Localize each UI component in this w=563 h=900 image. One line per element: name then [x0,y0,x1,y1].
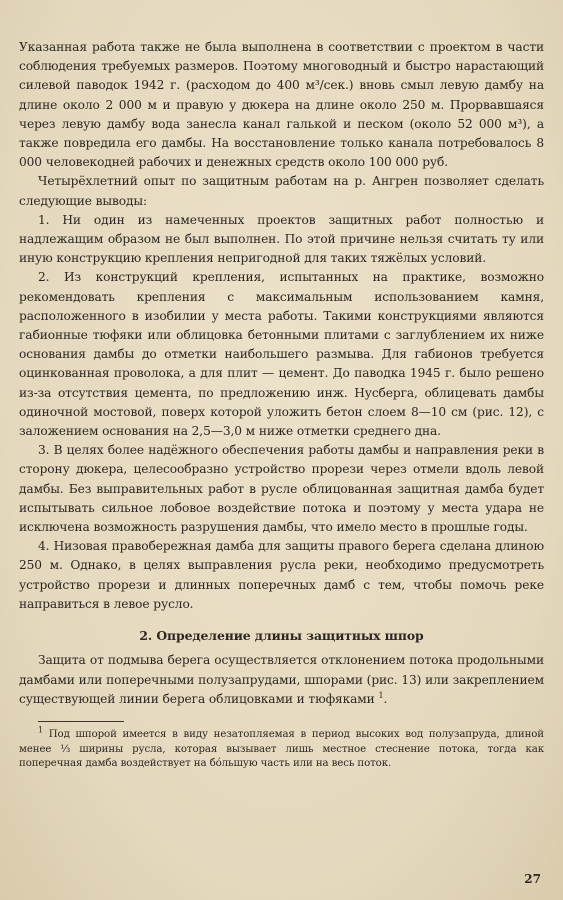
paragraph-continued: Указанная работа также не была выполнена в соответствии с проектом в части соблюдения требуемых размеров. Поэтому многоводный и быстро нарастающий силевой паводок 1942 г. (расходом до 400 м³/сек.) вновь смыл левую дамбу на длине около 2 000 м и правую у дюкера на длине около 250 м. Прорвавшаяся через левую дамбу вода занесла канал галькой и песком (около 52 000 м³), а также повредила его дамбы. На восстановление только канала потребовалось 8 000 человекодней рабочих и денежных средств около 100 000 руб. [19,40,544,170]
section-paragraph-text: Защита от подмыва берега осуществляется отклонением потока продольными дамбами или поперечными полузапрудами, шпорами (рис. 13) или закреплением существующей линии берега облицовками и тюфяками [19,653,544,706]
footnote [19,725,544,772]
paragraph-conclusion-1: 1. Ни один из намеченных проектов защитных работ полностью и надлежащим образом не был выполнен. По этой причине нельзя считать ту или иную конструкцию крепления непригодной для таких тяжёлых условий. [19,212,544,266]
page-number: 27 [524,872,541,886]
paragraph-conclusion-2: 2. Из конструкций крепления, испытанных на практике, возможно рекомендовать крепления с максимальным использованием камня, расположенного в изобилии у места работы. Такими конструкциями являются габионные тюфяки или облицовка бетонными плитами с заглублением их ниже основания дамбы до отметки наибольшего размыва. Для габионов требуется оцинкованная проволока, а для плит — цемент. До паводка 1945 г. было решено из-за отсутствия цемента, по предложению инж. Нусберга, облицевать дамбы одиночной мостовой, поверх которой уложить бетон слоем 8—10 см (рис. 12), с заложением основания на 2,5—3,0 м ниже отметки среднего дна. [19,270,544,439]
footnote-divider [38,721,124,722]
section-paragraph: Защита от подмыва берега осуществляется отклонением потока продольными дамбами или поперечными полузапрудами, шпорами (рис. 13) или закреплением существующей линии берега облицовками и тюфяками $^1$. [19,653,544,706]
paragraph-conclusion-3: 3. В целях более надёжного обеспечения работы дамбы и направления реки в сторону дюкера, целесообразно устройство прорези через отмели вдоль левой дамбы. Без выправительных работ в русле облицованная защитная дамба будет испытывать сильное лобовое воздействие потока и поэтому у места удара не исключена возможность разрушения дамбы, что имело место в прошлые годы. [19,443,544,535]
paragraph-intro-conclusions: Четырёхлетний опыт по защитным работам на р. Ангрен позволяет сделать следующие выводы: [19,174,544,208]
footnote-reference: 1 [378,690,384,700]
footnote-text: Под шпорой имеется в виду незатопляемая в период высоких вод полузапруда, длиной менее ⅓ ширины русла, которая вызывает лишь местное стеснение потока, тогда как поперечная дамба воздействует на бо́льшую часть или на весь поток. [19,728,544,770]
footnote-mark: 1 [38,725,43,735]
paragraph-conclusion-4: 4. Низовая правобережная дамба для защиты правого берега сделана длиною 250 м. Однако, в целях выправления русла реки, необходимо предусмотреть устройство прорези и длинных поперечных дамб с тем, чтобы помочь реке направиться в левое русло. [19,539,544,611]
section-heading: 2. Определение длины защитных шпор [139,628,424,644]
page-body [19,38,544,772]
